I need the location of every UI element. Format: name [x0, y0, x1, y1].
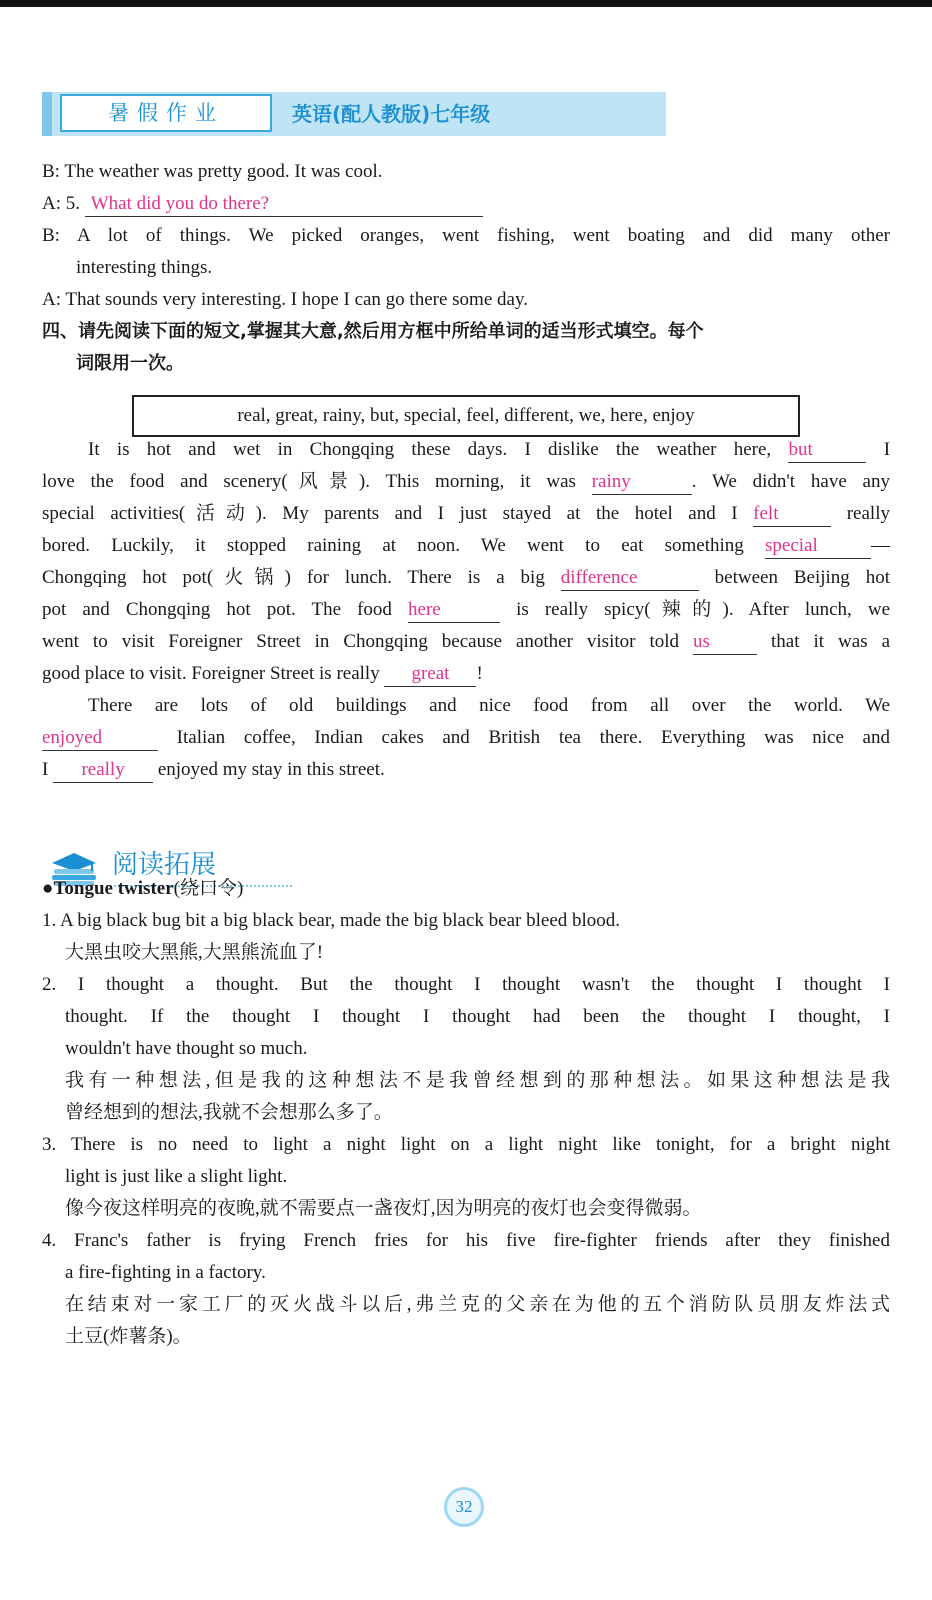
twister-en: 4. Franc's father is frying French fries for his five fire-fighter friends after they finished	[42, 1230, 890, 1251]
passage-line: good place to visit. Foreigner Street is really great !	[42, 658, 890, 690]
passage-line: It is hot and wet in Chongqing these days. I dislike the weather here, but I	[88, 434, 890, 466]
top-border	[0, 0, 932, 7]
answer-blank: great	[384, 662, 476, 687]
header-stripe	[42, 92, 52, 136]
twister-cn: 我有一种想法,但是我的这种想法不是我曾经想到的那种想法。如果这种想法是我	[65, 1070, 890, 1091]
dialog-line: interesting things.	[76, 257, 213, 278]
word-box: real, great, rainy, but, special, feel, different, we, here, enjoy	[132, 395, 800, 437]
dialog-line: B: A lot of things. We picked oranges, went fishing, went boating and did many other	[42, 225, 890, 246]
twister-cn: 像今夜这样明亮的夜晚,就不需要点一盏夜灯,因为明亮的夜灯也会变得微弱。	[65, 1198, 702, 1219]
answer-blank: difference	[561, 566, 699, 591]
question-number: A: 5.	[42, 193, 80, 214]
dialog-line: A: That sounds very interesting. I hope I can go there some day.	[42, 289, 528, 310]
passage-line: There are lots of old buildings and nice food from all over the world. We	[88, 695, 890, 716]
passage-line: Chongqing hot pot(火锅) for lunch. There is a big difference between Beijing hot	[42, 562, 890, 594]
twister-cn: 大黑虫咬大黑熊,大黑熊流血了!	[65, 942, 324, 963]
twister-en: light is just like a slight light.	[65, 1166, 288, 1187]
answer-blank: rainy	[592, 470, 692, 495]
answer-blank: enjoyed	[42, 726, 158, 751]
twister-en: 1. A big black bug bit a big black bear, made the big black bear bleed blood.	[42, 910, 621, 931]
answer-blank: us	[693, 630, 757, 655]
twister-cn: 土豆(炸薯条)。	[65, 1326, 192, 1347]
answer-blank: here	[408, 598, 500, 623]
twister-cn: 在结束对一家工厂的灭火战斗以后,弗兰克的父亲在为他的五个消防队员朋友炸法式	[65, 1294, 890, 1315]
header-subtitle: 英语(配人教版)七年级	[292, 102, 491, 126]
dialog-line: B: The weather was pretty good. It was cool.	[42, 161, 383, 182]
twister-cn: 曾经想到的想法,我就不会想那么多了。	[65, 1102, 393, 1123]
passage-line: special activities(活动). My parents and I just stayed at the hotel and I felt really	[42, 498, 890, 530]
dialog-line	[42, 188, 890, 220]
answer-blank: special	[765, 534, 871, 559]
passage-line: pot and Chongqing hot pot. The food here is really spicy(辣的). After lunch, we	[42, 594, 890, 626]
twister-en: thought. If the thought I thought I thought had been the thought I thought, I	[65, 1006, 890, 1027]
passage-line: I really enjoyed my stay in this street.	[42, 754, 890, 786]
twister-en: 2. I thought a thought. But the thought I thought wasn't the thought I thought I	[42, 974, 890, 995]
section-title: 阅读拓展	[112, 850, 217, 880]
page-number: 32	[444, 1487, 484, 1527]
twister-en: a fire-fighting in a factory.	[65, 1262, 266, 1283]
answer-blank: really	[53, 758, 153, 783]
section-instruction: 词限用一次。	[76, 353, 184, 374]
passage-line: bored. Luckily, it stopped raining at noon. We went to eat something special —	[42, 530, 890, 562]
twister-en: 3. There is no need to light a night light on a light night like tonight, for a bright night	[42, 1134, 890, 1155]
page-header	[42, 92, 666, 136]
passage-line: went to visit Foreigner Street in Chongqing because another visitor told us that it was a	[42, 626, 890, 658]
answer-blank: What did you do there?	[85, 192, 483, 217]
answer-blank: but	[788, 438, 866, 463]
passage-line: enjoyed Italian coffee, Indian cakes and British tea there. Everything was nice and	[42, 722, 890, 754]
section-instruction: 四、请先阅读下面的短文,掌握其大意,然后用方框中所给单词的适当形式填空。每个	[42, 321, 704, 342]
reading-subtitle: ●Tongue twister(绕口令)	[42, 878, 244, 899]
twister-en: wouldn't have thought so much.	[65, 1038, 308, 1059]
answer-blank: felt	[753, 502, 831, 527]
passage-line: love the food and scenery(风景). This morning, it was rainy . We didn't have any	[42, 466, 890, 498]
header-title: 暑假作业	[60, 94, 272, 132]
